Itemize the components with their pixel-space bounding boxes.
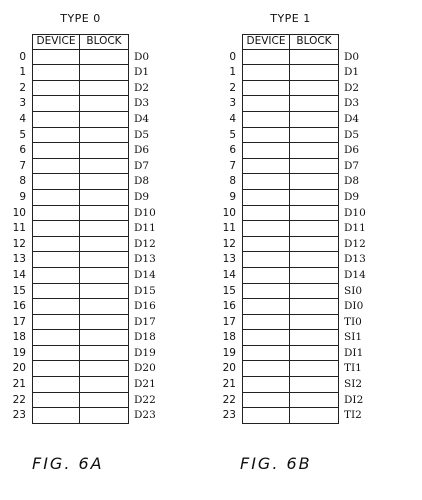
row-label: D2 xyxy=(134,81,150,94)
device-cell xyxy=(32,315,80,331)
row-label: D14 xyxy=(344,268,366,281)
row-label: D14 xyxy=(134,268,156,281)
row-number: 3 xyxy=(229,97,236,110)
row-label: D9 xyxy=(134,190,150,203)
row-label: D18 xyxy=(134,331,156,344)
row-number: 22 xyxy=(222,393,236,406)
block-cell xyxy=(80,221,129,237)
device-cell xyxy=(242,81,290,97)
device-cell xyxy=(242,143,290,159)
device-cell xyxy=(32,143,80,159)
row-label: TI1 xyxy=(344,362,362,375)
row-number: 6 xyxy=(19,144,26,157)
block-cell xyxy=(290,377,339,393)
device-cell xyxy=(242,252,290,268)
row-number: 11 xyxy=(222,222,236,235)
row-number: 15 xyxy=(222,284,236,297)
row-number: 11 xyxy=(12,222,26,235)
figure-6b xyxy=(218,12,379,432)
device-cell xyxy=(32,284,80,300)
row-label: D1 xyxy=(134,66,150,79)
device-cell xyxy=(32,65,80,81)
row-label: D21 xyxy=(134,378,156,391)
header-spacer xyxy=(218,34,242,50)
row-label: DI0 xyxy=(344,300,364,313)
device-cell xyxy=(32,268,80,284)
block-cell xyxy=(80,315,129,331)
row-label: D20 xyxy=(134,362,156,375)
row-number: 12 xyxy=(222,237,236,250)
row-label: D13 xyxy=(134,253,156,266)
block-cell xyxy=(290,65,339,81)
device-cell xyxy=(242,299,290,315)
block-cell xyxy=(290,299,339,315)
row-label: D4 xyxy=(134,112,150,125)
row-number: 5 xyxy=(229,128,236,141)
block-cell xyxy=(290,346,339,362)
row-label: D13 xyxy=(344,253,366,266)
device-cell xyxy=(242,408,290,424)
block-cell xyxy=(80,112,129,128)
device-cell xyxy=(242,206,290,222)
device-cell xyxy=(32,159,80,175)
row-number: 12 xyxy=(12,237,26,250)
block-cell xyxy=(290,221,339,237)
row-label: D8 xyxy=(134,175,150,188)
device-cell xyxy=(242,393,290,409)
block-cell xyxy=(80,81,129,97)
block-cell xyxy=(80,190,129,206)
device-cell xyxy=(242,268,290,284)
block-cell xyxy=(80,159,129,175)
block-cell xyxy=(290,50,339,66)
row-label: D1 xyxy=(344,66,360,79)
header-spacer xyxy=(129,34,169,50)
row-label: D15 xyxy=(134,284,156,297)
device-cell xyxy=(32,377,80,393)
row-number: 9 xyxy=(19,190,26,203)
row-number: 23 xyxy=(222,409,236,422)
table-grid xyxy=(8,34,169,424)
block-cell xyxy=(290,81,339,97)
device-cell xyxy=(32,190,80,206)
device-cell xyxy=(32,361,80,377)
header-spacer xyxy=(339,34,379,50)
row-number: 8 xyxy=(19,175,26,188)
row-number: 1 xyxy=(229,66,236,79)
row-number: 21 xyxy=(222,378,236,391)
figure-caption: FIG. 6B xyxy=(240,454,312,473)
block-cell xyxy=(290,361,339,377)
row-number: 0 xyxy=(19,50,26,63)
row-number: 2 xyxy=(19,81,26,94)
row-number: 4 xyxy=(229,112,236,125)
table-grid xyxy=(218,34,379,424)
row-label: D17 xyxy=(134,315,156,328)
block-cell xyxy=(80,377,129,393)
device-cell xyxy=(32,174,80,190)
row-number: 19 xyxy=(222,346,236,359)
row-label: D0 xyxy=(344,50,360,63)
figure-caption: FIG. 6A xyxy=(32,454,104,473)
block-cell xyxy=(80,65,129,81)
block-cell xyxy=(80,346,129,362)
row-number: 7 xyxy=(229,159,236,172)
device-cell xyxy=(242,346,290,362)
device-cell xyxy=(242,315,290,331)
row-number: 6 xyxy=(229,144,236,157)
row-number: 5 xyxy=(19,128,26,141)
block-cell xyxy=(290,330,339,346)
row-label: TI0 xyxy=(344,315,362,328)
block-cell xyxy=(80,268,129,284)
row-label: D0 xyxy=(134,50,150,63)
row-label: D16 xyxy=(134,300,156,313)
row-number: 17 xyxy=(12,315,26,328)
row-number: 14 xyxy=(222,268,236,281)
column-header-device: DEVICE xyxy=(242,34,290,50)
row-number: 22 xyxy=(12,393,26,406)
device-cell xyxy=(32,330,80,346)
device-cell xyxy=(32,50,80,66)
device-cell xyxy=(242,65,290,81)
device-cell xyxy=(32,96,80,112)
row-label: D3 xyxy=(134,97,150,110)
device-cell xyxy=(32,393,80,409)
device-cell xyxy=(242,159,290,175)
device-cell xyxy=(242,221,290,237)
row-label: D6 xyxy=(134,144,150,157)
row-number: 15 xyxy=(12,284,26,297)
row-label: D12 xyxy=(134,237,156,250)
row-number: 18 xyxy=(222,331,236,344)
block-cell xyxy=(80,284,129,300)
block-cell xyxy=(80,174,129,190)
row-label: D7 xyxy=(344,159,360,172)
row-label: D11 xyxy=(134,222,156,235)
row-number: 17 xyxy=(222,315,236,328)
row-number: 13 xyxy=(222,253,236,266)
row-number: 3 xyxy=(19,97,26,110)
row-number: 10 xyxy=(222,206,236,219)
row-label: D5 xyxy=(134,128,150,141)
row-number: 10 xyxy=(12,206,26,219)
row-label: D10 xyxy=(344,206,366,219)
row-number: 14 xyxy=(12,268,26,281)
device-cell xyxy=(32,252,80,268)
device-cell xyxy=(242,190,290,206)
row-label: SI0 xyxy=(344,284,363,297)
row-label: DI2 xyxy=(344,393,364,406)
block-cell xyxy=(290,174,339,190)
block-cell xyxy=(80,330,129,346)
device-cell xyxy=(32,128,80,144)
device-cell xyxy=(32,81,80,97)
row-label: D9 xyxy=(344,190,360,203)
block-cell xyxy=(290,252,339,268)
device-cell xyxy=(32,206,80,222)
block-cell xyxy=(290,143,339,159)
figure-title: TYPE 1 xyxy=(270,12,311,25)
row-label: SI1 xyxy=(344,331,363,344)
row-label: D10 xyxy=(134,206,156,219)
row-number: 7 xyxy=(19,159,26,172)
column-header-block: BLOCK xyxy=(290,34,339,50)
row-label: SI2 xyxy=(344,378,363,391)
device-cell xyxy=(242,284,290,300)
device-cell xyxy=(32,237,80,253)
block-cell xyxy=(290,159,339,175)
row-number: 18 xyxy=(12,331,26,344)
row-number: 1 xyxy=(19,66,26,79)
column-header-block: BLOCK xyxy=(80,34,129,50)
row-label: D7 xyxy=(134,159,150,172)
block-cell xyxy=(290,315,339,331)
device-cell xyxy=(242,96,290,112)
block-cell xyxy=(290,284,339,300)
block-cell xyxy=(290,237,339,253)
row-number: 8 xyxy=(229,175,236,188)
block-cell xyxy=(80,299,129,315)
row-label: D4 xyxy=(344,112,360,125)
device-cell xyxy=(32,221,80,237)
row-number: 20 xyxy=(222,362,236,375)
block-cell xyxy=(290,128,339,144)
row-label: D19 xyxy=(134,346,156,359)
device-cell xyxy=(242,50,290,66)
block-cell xyxy=(80,252,129,268)
device-cell xyxy=(242,112,290,128)
device-cell xyxy=(242,361,290,377)
block-cell xyxy=(290,408,339,424)
row-label: D5 xyxy=(344,128,360,141)
row-label: DI1 xyxy=(344,346,364,359)
row-number: 13 xyxy=(12,253,26,266)
device-cell xyxy=(242,237,290,253)
block-cell xyxy=(80,361,129,377)
device-cell xyxy=(242,377,290,393)
row-label: D23 xyxy=(134,409,156,422)
block-cell xyxy=(80,206,129,222)
block-cell xyxy=(290,112,339,128)
block-cell xyxy=(80,50,129,66)
block-cell xyxy=(80,96,129,112)
row-number: 9 xyxy=(229,190,236,203)
block-cell xyxy=(80,408,129,424)
row-number: 19 xyxy=(12,346,26,359)
block-cell xyxy=(290,206,339,222)
block-cell xyxy=(290,268,339,284)
row-label: D11 xyxy=(344,222,366,235)
device-cell xyxy=(32,299,80,315)
block-cell xyxy=(80,237,129,253)
block-cell xyxy=(80,143,129,159)
device-cell xyxy=(32,408,80,424)
row-label: D3 xyxy=(344,97,360,110)
row-label: D6 xyxy=(344,144,360,157)
row-number: 20 xyxy=(12,362,26,375)
row-number: 0 xyxy=(229,50,236,63)
row-label: D22 xyxy=(134,393,156,406)
figure-title: TYPE 0 xyxy=(60,12,101,25)
device-cell xyxy=(242,174,290,190)
block-cell xyxy=(290,190,339,206)
column-header-device: DEVICE xyxy=(32,34,80,50)
row-label: D12 xyxy=(344,237,366,250)
row-number: 23 xyxy=(12,409,26,422)
block-cell xyxy=(80,128,129,144)
block-cell xyxy=(290,96,339,112)
block-cell xyxy=(290,393,339,409)
block-cell xyxy=(80,393,129,409)
device-cell xyxy=(32,112,80,128)
row-number: 16 xyxy=(222,300,236,313)
row-label: D2 xyxy=(344,81,360,94)
device-cell xyxy=(32,346,80,362)
row-number: 2 xyxy=(229,81,236,94)
row-label: D8 xyxy=(344,175,360,188)
device-cell xyxy=(242,330,290,346)
device-cell xyxy=(242,128,290,144)
row-number: 16 xyxy=(12,300,26,313)
row-label: TI2 xyxy=(344,409,362,422)
row-number: 4 xyxy=(19,112,26,125)
row-number: 21 xyxy=(12,378,26,391)
figure-6a xyxy=(8,12,169,432)
header-spacer xyxy=(8,34,32,50)
